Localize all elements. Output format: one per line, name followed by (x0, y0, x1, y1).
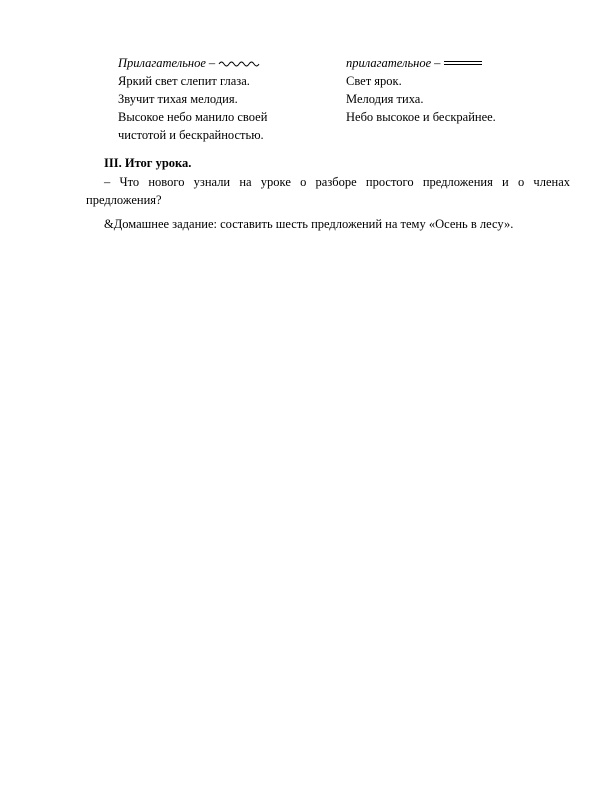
summary-question: – Что нового узнали на уроке о разборе простого предложения и о членах предложения? (86, 175, 570, 207)
example-left-line-3: Высокое небо манило своей (118, 110, 268, 124)
legend-right-dash: – (434, 56, 441, 70)
legend-right-label: прилагательное (346, 56, 432, 70)
legend-left (118, 54, 318, 72)
example-left-line-4: чистотой и бескрайностью. (118, 128, 264, 142)
example-left-line-1: Яркий свет слепит глаза. (118, 74, 250, 88)
examples-right-column (346, 54, 546, 126)
example-right-line-1: Свет ярок. (346, 74, 402, 88)
example-left-line-2: Звучит тихая мелодия. (118, 92, 238, 106)
examples-left-column (118, 54, 318, 144)
homework-assignment: &Домашнее задание: составить шесть предложений на тему «Осень в лесу». (104, 217, 514, 231)
example-right-line-2: Мелодия тиха. (346, 92, 424, 106)
section-title: III. Итог урока. (104, 156, 192, 170)
legend-right (346, 54, 546, 72)
wavy-underline-icon (218, 54, 262, 72)
example-right-line-3: Небо высокое и бескрайнее. (346, 110, 496, 124)
double-underline-icon (443, 54, 483, 72)
legend-left-dash: – (208, 56, 216, 70)
legend-left-label: Прилагательное (118, 56, 206, 70)
